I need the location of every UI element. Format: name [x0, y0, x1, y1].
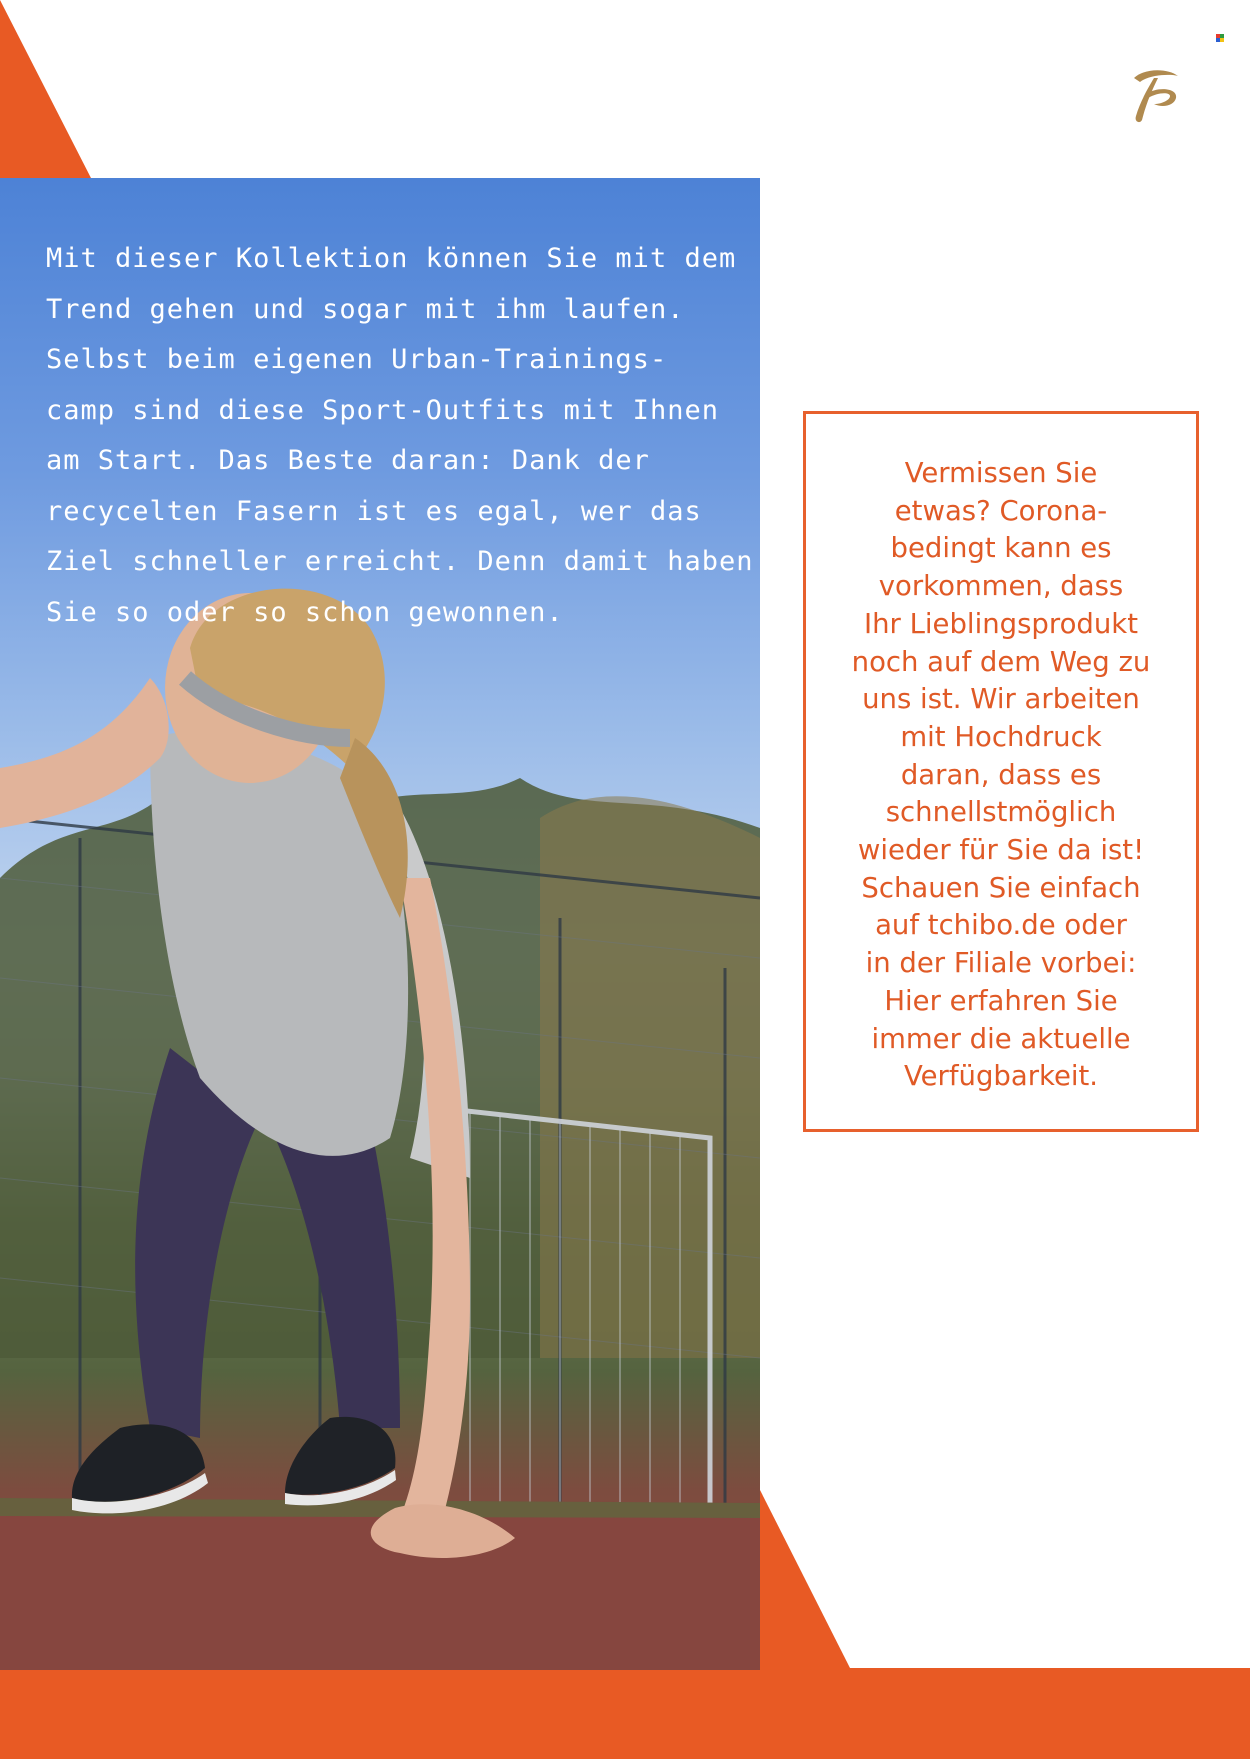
- notice-line: noch auf dem Weg zu: [851, 645, 1151, 678]
- notice-line: immer die aktuelle: [871, 1022, 1131, 1055]
- notice-line: Schauen Sie einfach: [861, 871, 1141, 904]
- intro-line: camp sind diese Sport-Outfits mit Ihnen: [46, 394, 719, 426]
- color-marker-icon: [1216, 34, 1224, 42]
- notice-line: etwas? Corona-: [894, 494, 1108, 527]
- notice-line: Ihr Lieblingsprodukt: [864, 607, 1138, 640]
- notice-line: uns ist. Wir arbeiten: [862, 683, 1140, 716]
- availability-notice-box: [803, 411, 1199, 1132]
- intro-line: recycelten Fasern ist es egal, wer das: [46, 495, 702, 527]
- notice-line: Verfügbarkeit.: [903, 1060, 1099, 1093]
- intro-line: Ziel schneller erreicht. Denn damit haben: [46, 546, 754, 577]
- intro-text: [46, 234, 754, 638]
- hero-photo: [0, 178, 760, 1670]
- notice-line: Vermissen Sie: [904, 457, 1098, 489]
- notice-line: daran, dass es: [900, 758, 1102, 791]
- notice-line: mit Hochdruck: [900, 720, 1102, 753]
- notice-line: schnellstmöglich: [885, 796, 1117, 829]
- availability-notice-text: [806, 455, 1196, 1096]
- notice-line: vorkommen, dass: [878, 570, 1124, 603]
- intro-line: Trend gehen und sogar mit ihm laufen.: [46, 293, 685, 325]
- notice-line: bedingt kann es: [890, 532, 1112, 565]
- intro-line: Sie so oder so schon gewonnen.: [46, 596, 564, 628]
- intro-line: Mit dieser Kollektion können Sie mit dem: [46, 243, 737, 274]
- intro-line: Selbst beim eigenen Urban-Trainings-: [46, 344, 668, 375]
- tchibo-logo-icon: [1128, 64, 1184, 126]
- intro-line: am Start. Das Beste daran: Dank der: [46, 445, 650, 476]
- notice-line: wieder für Sie da ist!: [857, 834, 1145, 867]
- notice-line: in der Filiale vorbei:: [865, 947, 1137, 980]
- notice-line: Hier erfahren Sie: [884, 984, 1118, 1017]
- notice-line: auf tchibo.de oder: [875, 909, 1127, 942]
